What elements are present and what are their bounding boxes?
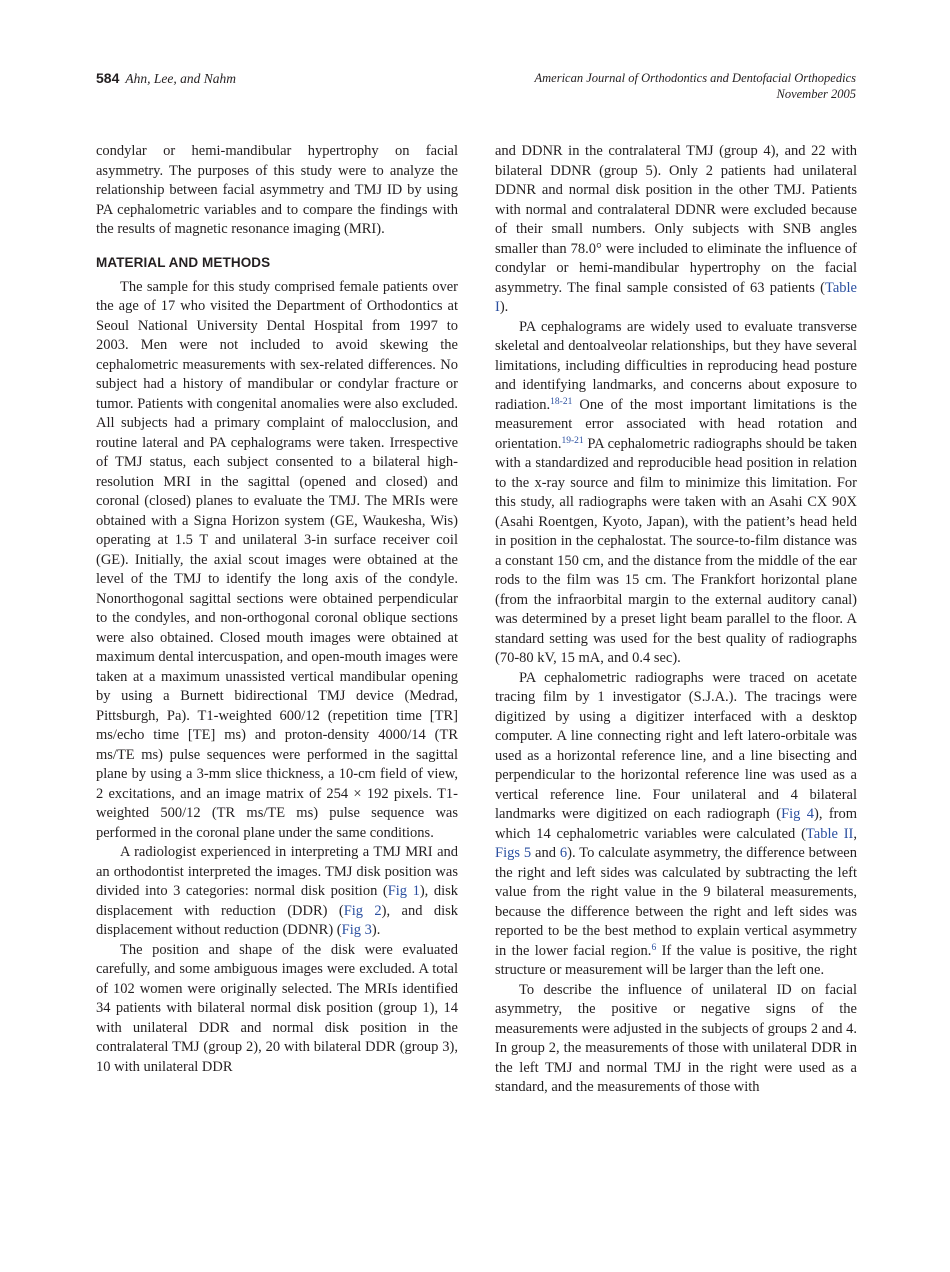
paragraph-disk-position: A radiologist experienced in interpreting a TMJ MRI and an orthodontist interpreted the images. TMJ disk position was divided into 3 categories: normal disk position (Fig 1), disk displacement with reduction (DDR) (Fig 2), and disk displacement without reduction (DDNR) (Fig 3). <box>96 844 459 938</box>
paragraph-groups-continued: and DDNR in the contralateral TMJ (group 4), and 22 with bilateral DDNR (group 5). Only 2 patients had unilateral DDNR and normal disk position in the other TMJ. Patients with normal and contralateral DDNR were excluded because of their small numbers. Only subjects with SNB angles smaller than 78.0° were included to eliminate the influence of condylar or hemi-mandibular hypertrophy on the facial asymmetry. The final sample consisted of 63 patients (Table I). <box>495 143 857 315</box>
paragraph-sign-adjustment: To describe the influence of unilateral ID on facial asymmetry, the positive or negative signs of the measurements were adjusted in the subjects of groups 2 and 4. In group 2, the measurements of those with unilateral DDR in the left TMJ and normal TMJ in the right were used as a standard, and the measurements of those with <box>495 981 858 1095</box>
issue-date: November 2005 <box>776 87 856 101</box>
table1-link[interactable]: Table I <box>495 279 857 315</box>
fig1-link[interactable]: Fig 1 <box>387 883 420 899</box>
running-head-right <box>535 70 857 102</box>
paragraph-tracing: PA cephalometric radiographs were traced on acetate tracing film by 1 investigator (S.J.A.). The tracings were digitized by using a digitizer interfaced with a desktop computer. A line connecting right and left latero-orbitale was used as a horizontal reference line, and a line bisecting and perpendicular to the horizontal reference line was used as a vertical reference line. Four unilateral and 4 bilateral landmarks were digitized on each radiograph (Fig 4), from which 14 cephalometric variables were calculated (Table II, Figs 5 and 6). To calculate asymmetry, the difference between the right and left sides was calculated by subtracting the left value from the right value in the 9 bilateral measurements, because the difference between the right and left sides was reported to be the best method to explain vertical asymmetry in the lower facial region.$^6$ If the value is positive, the right structure or measurement will be larger than the left one. <box>495 669 857 978</box>
fig6-link[interactable]: 6 <box>559 845 568 861</box>
paragraph-sample: The sample for this study comprised female patients over the age of 17 who visited the Department of Orthodontics at Seoul National University Dental Hospital from 1997 to 2003. Men were not included to avoid skewing the cephalometric measurements with sex-related differences. No subject had a history of mandibular or condylar fracture or tumor. Patients with congenital anomalies were also excluded. All subjects had a primary complaint of malocclusion, and routine lateral and PA cephalograms were taken. Irrespective of TMJ status, each subject consented to a bilateral high-resolution MRI in the sagittal (opened and closed) and coronal (closed) planes to evaluate the TMJ. The MRIs were obtained with a Signa Horizon system (GE, Waukesha, Wis) operating at 1.5 T and unilateral 3-in surface receiver coil (GE). Initially, the axial scout images were obtained at the level of the TMJ to identify the long axis of the condyle. Nonorthogonal sagittal sections were obtained perpendicular to the condyles, and non-orthogonal coronal oblique sections were also obtained. Closed mouth images were obtained at maximum dental intercuspation, and open-mouth images were taken at a maximum unassisted vertical mandibular opening by using a Burnett bidirectional TMJ device (Medrad, Pittsburgh, Pa). T1-weighted 600/12 (repetition time [TR] ms/echo time [TE] ms) and proton-density 4000/14 (TR ms/TE ms) pulse sequences were performed in the sagittal plane by using a 3-mm slice thickness, a 10-cm field of view, 2 excitations, and an image matrix of 254 × 192 pixels. T1-weighted 500/12 (TR ms/TE ms) pulse sequence was performed in the coronal plane under the same conditions. <box>96 278 458 841</box>
right-column <box>495 142 857 1098</box>
fig4-link[interactable]: Fig 4 <box>781 806 815 822</box>
running-head-left <box>96 70 236 87</box>
paragraph-pa-cephalograms: PA cephalograms are widely used to evaluate transverse skeletal and dentoalveolar relationships, but they have several limitations, including difficulties in reproducing head posture and identifying landmarks, and concerns about exposure to radiation.$^{18-21}$ One of the most important limitations is the measurement error associated with head rotation and orientation.$^{19-21}$ PA cephalometric radiographs should be taken with a standardized and reproducible head position in relation to the x-ray source and film to minimize this limitation. For this study, all radiographs were taken with an Asahi CX 90X (Asahi Roentgen, Kyoto, Japan), with the patient’s head held in position in the cephalostat. The source-to-film distance was a constant 150 cm, and the distance from the middle of the ear rods to the film was 15 cm. The Frankfort horizontal plane (from the infraorbital margin to the external auditory canal) was determined by a preset light beam parallel to the floor. A standard setting was used for the best quality of radiographs (70-80 kV, 15 mA, and 0.4 sec). <box>495 318 857 666</box>
running-head <box>96 70 856 110</box>
page-number: 584 <box>96 70 120 86</box>
section-heading-material-methods: MATERIAL AND METHODS <box>96 254 271 270</box>
reference-6-link[interactable]: 6 <box>651 942 657 953</box>
fig3-link[interactable]: Fig 3 <box>341 922 372 938</box>
figs5-link[interactable]: Figs 5 <box>495 845 532 861</box>
authors: Ahn, Lee, and Nahm <box>125 71 236 86</box>
reference-19-21-link[interactable]: 19-21 <box>561 435 584 446</box>
fig2-link[interactable]: Fig 2 <box>343 902 382 919</box>
reference-18-21-link[interactable]: 18-21 <box>550 396 573 407</box>
paragraph-groups: The position and shape of the disk were evaluated carefully, and some ambiguous images were excluded. A total of 102 women were originally selected. The MRIs identified 34 patients with bilateral normal disk position (group 1), 14 with unilateral DDR and normal disk position in the contralateral TMJ (group 2), 20 with bilateral DDR (group 3), 10 with unilateral DDR <box>96 941 458 1075</box>
table2-link[interactable]: Table II <box>805 825 854 842</box>
left-column <box>96 142 458 1077</box>
journal-title: American Journal of Orthodontics and Dentofacial Orthopedics <box>534 71 856 85</box>
paragraph-intro-continued: condylar or hemi-mandibular hypertrophy on facial asymmetry. The purposes of this study were to analyze the relationship between facial asymmetry and TMJ ID by using PA cephalometric variables and to compare the findings with the results of magnetic resonance imaging (MRI). <box>96 143 458 237</box>
